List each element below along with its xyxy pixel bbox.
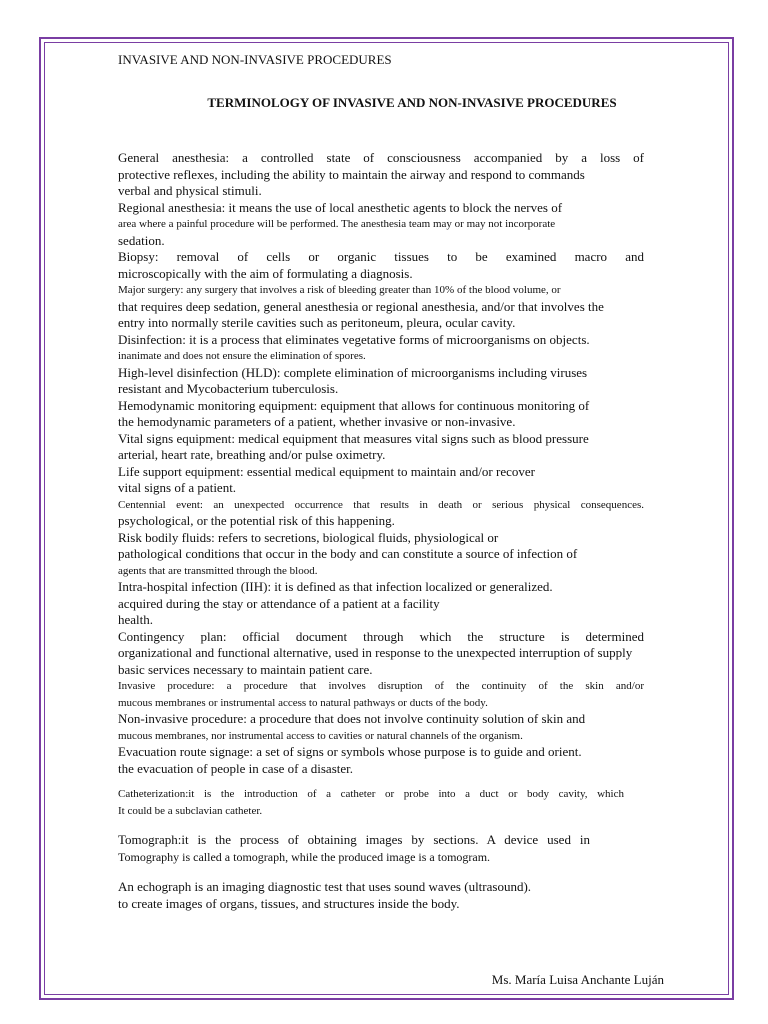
definition-line: acquired during the stay or attendance of a patient at a facility (118, 595, 440, 611)
definition-line: Biopsy: removal of cells or organic tissues to be examined macro and (118, 249, 644, 264)
definition-line: Major surgery: any surgery that involves a risk of bleeding greater than 10% of the blood volume, or (118, 284, 561, 296)
definition-line: mucous membranes or instrumental access to natural pathways or ducts of the body. (118, 696, 488, 709)
definition-line: mucous membranes, nor instrumental access to cavities or natural channels of the organism. (118, 729, 523, 742)
catheterization-line-2: It could be a subclavian catheter. (118, 804, 263, 817)
tomograph-paragraph (118, 832, 590, 865)
definition-line: resistant and Mycobacterium tuberculosis. (118, 381, 339, 396)
echograph-line-2: to create images of organs, tissues, and structures inside the body. (118, 895, 460, 911)
echograph-line-1: An echograph is an imaging diagnostic test that uses sound waves (ultrasound). (118, 879, 532, 894)
echograph-paragraph (118, 879, 644, 912)
document-title: TERMINOLOGY OF INVASIVE AND NON-INVASIVE PROCEDURES (207, 95, 617, 110)
definition-line: agents that are transmitted through the blood. (118, 564, 318, 577)
definition-line: entry into normally sterile cavities such as peritoneum, pleura, ocular cavity. (118, 315, 516, 330)
definition-line: Evacuation route signage: a set of signs or symbols whose purpose is to guide and orient. (118, 744, 582, 759)
tomograph-line-1: Tomograph:it is the process of obtaining images by sections. A device used in (118, 832, 590, 847)
definition-line: organizational and functional alternative, used in response to the unexpected interruption of supply (118, 645, 633, 660)
definition-line: arterial, heart rate, breathing and/or pulse oximetry. (118, 447, 386, 462)
definition-line: sedation. (118, 232, 165, 248)
definition-line: pathological conditions that occur in the body and can constitute a source of infection of (118, 546, 578, 561)
definition-line: the hemodynamic parameters of a patient, whether invasive or non-invasive. (118, 414, 516, 429)
definition-line: Centennial event: an unexpected occurrence that results in death or serious physical consequences. (118, 498, 644, 511)
definition-line: Regional anesthesia: it means the use of local anesthetic agents to block the nerves of (118, 199, 563, 215)
definition-line: Non-invasive procedure: a procedure that does not involve continuity solution of skin and (118, 711, 586, 726)
definition-line: microscopically with the aim of formulating a diagnosis. (118, 265, 413, 281)
definitions-block (118, 150, 644, 777)
definition-line: Disinfection: it is a process that eliminates vegetative forms of microorganisms on objects. (118, 331, 590, 347)
definition-line: Risk bodily fluids: refers to secretions, biological fluids, physiological or (118, 529, 499, 545)
definition-line: the evacuation of people in case of a disaster. (118, 760, 353, 776)
definition-line: psychological, or the potential risk of this happening. (118, 513, 395, 528)
definition-line: High-level disinfection (HLD): complete elimination of microorganisms including viruses (118, 364, 588, 380)
definition-line: Hemodynamic monitoring equipment: equipment that allows for continuous monitoring of (118, 397, 590, 413)
definition-line: Invasive procedure: a procedure that involves disruption of the continuity of the skin and/or (118, 680, 644, 692)
catheterization-line-1: Catheterization:it is the introduction of a catheter or probe into a duct or body cavity, which (118, 788, 624, 800)
definition-line: verbal and physical stimuli. (118, 183, 262, 198)
definition-line: Vital signs equipment: medical equipment that measures vital signs such as blood pressure (118, 430, 589, 446)
catheterization-paragraph (118, 786, 624, 819)
definition-line: Intra-hospital infection (IIH): it is defined as that infection localized or generalized. (118, 579, 553, 594)
definition-line: inanimate and does not ensure the elimination of spores. (118, 350, 366, 362)
definition-line: basic services necessary to maintain patient care. (118, 661, 373, 677)
definition-line: General anesthesia: a controlled state of consciousness accompanied by a loss of (118, 150, 644, 165)
definition-line: that requires deep sedation, general anesthesia or regional anesthesia, and/or that involves the (118, 298, 604, 314)
definition-line: health. (118, 612, 154, 627)
definition-line: protective reflexes, including the ability to maintain the airway and respond to commands (118, 166, 585, 182)
author-signature: Ms. María Luisa Anchante Luján (491, 972, 664, 987)
definition-line: Contingency plan: official document through which the structure is determined (118, 628, 644, 644)
definition-line: vital signs of a patient. (118, 480, 237, 495)
document-header: INVASIVE AND NON-INVASIVE PROCEDURES (118, 52, 392, 67)
definition-line: area where a painful procedure will be performed. The anesthesia team may or may not incorporate (118, 218, 556, 230)
tomograph-line-2: Tomography is called a tomograph, while the produced image is a tomogram. (118, 849, 491, 864)
definition-line: Life support equipment: essential medical equipment to maintain and/or recover (118, 463, 535, 479)
